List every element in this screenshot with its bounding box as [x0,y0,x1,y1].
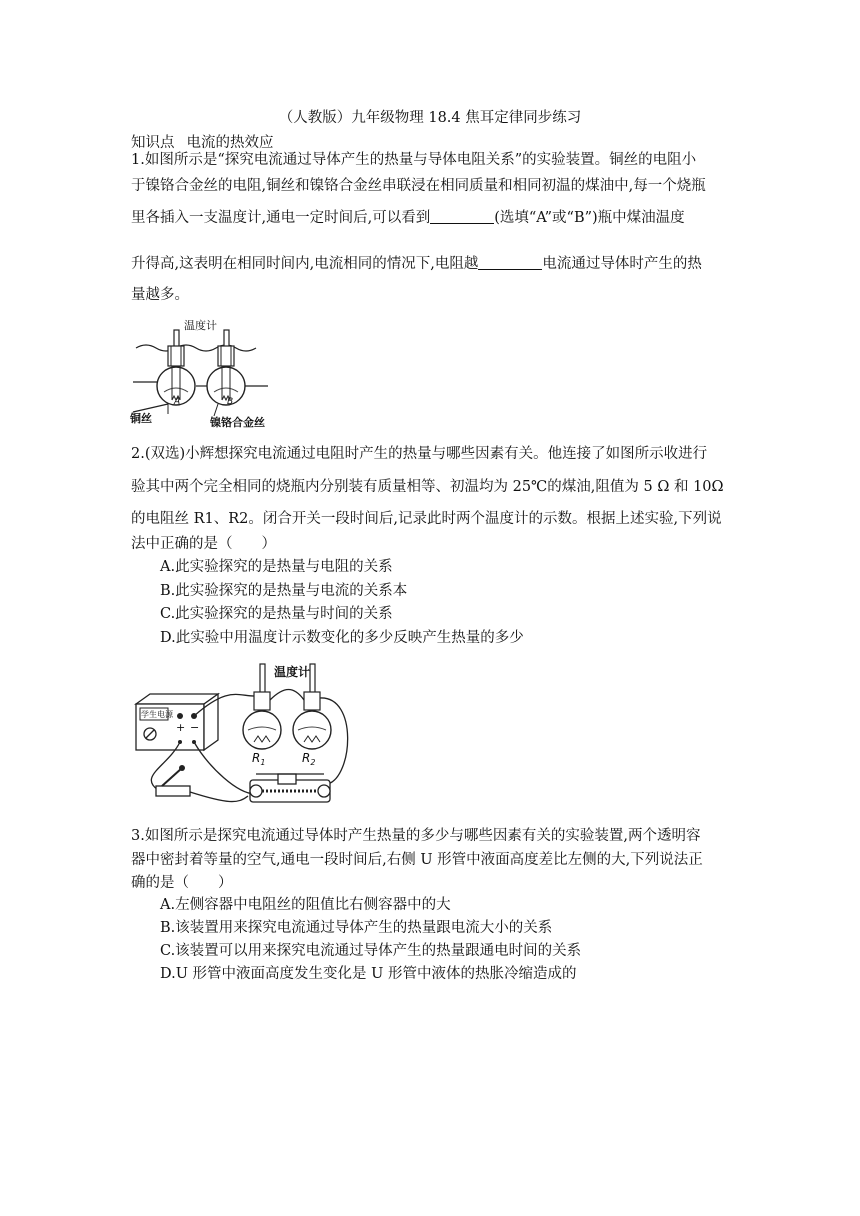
q2-thermometer-label: 温度计 [274,665,311,679]
copper-wire-label: 铜丝 [130,412,152,425]
q1-blank-1[interactable] [430,209,494,224]
r2-label: $R_2$ [302,751,316,767]
q1-line-5: 量越多。 [131,287,189,303]
power-supply [136,694,218,750]
q1-line-4 [131,253,731,275]
q2-line-1: 2.(双选)小辉想探究电流通过电阻时产生的热量与哪些因素有关。他连接了如图所示收进行 [131,446,708,462]
rheostat-icon [250,774,330,802]
q1-line-3-end: (选填“A”或“B”)瓶中煤油温度 [494,210,685,226]
minus-sign: − [190,721,200,734]
q1-blank-2[interactable] [478,255,542,270]
flask-a [157,330,195,407]
q2-option-a[interactable]: A.此实验探究的是热量与电阻的关系 [160,559,393,575]
flask-a-label: A [174,397,181,407]
q3-option-c[interactable]: C.该装置可以用来探究电流通过导体产生的热量跟通电时间的关系 [160,943,582,959]
q2-option-d[interactable]: D.此实验中用温度计示数变化的多少反映产生热量的多少 [160,630,524,646]
q1-line-2: 于镍铬合金丝的电阻,铜丝和镍铬合金丝串联浸在相同质量和相同初温的煤油中,每一个烧瓶 [131,178,706,194]
flask-r2 [293,664,331,767]
q1-line-4-end: 电流通过导体时产生的热 [542,256,702,272]
q3-option-d[interactable]: D.U 形管中液面高度发生变化是 U 形管中液体的热胀冷缩造成的 [160,966,577,982]
flask-b-label: B [227,397,234,407]
q1-line-4-start: 升得高,这表明在相同时间内,电流相同的情况下,电阻越 [131,256,479,272]
plus-sign: + [176,721,186,734]
terminal-plus-icon [177,713,183,719]
q3-option-a[interactable]: A.左侧容器中电阻丝的阻值比右侧容器中的大 [160,897,451,913]
r1-label: $R_1$ [252,751,266,767]
q2-option-b[interactable]: B.此实验探究的是热量与电流的关系本 [160,583,408,599]
switch-icon [156,765,190,796]
section-name: 电流的热效应 [186,135,274,151]
flask-r1 [243,664,281,767]
section-label: 知识点 [131,135,175,151]
q2-line-3: 的电阻丝 R1、R2。闭合开关一段时间后,记录此时两个温度计的示数。根据上述实验,下列说 [131,511,722,527]
q3-option-b[interactable]: B.该装置用来探究电流通过导体产生的热量跟电流大小的关系 [160,920,553,936]
q1-line-3 [131,207,731,229]
q2-option-c[interactable]: C.此实验探究的是热量与时间的关系 [160,606,393,622]
nichrome-wire-label: 镍铬合金丝 [210,416,265,429]
q3-line-2: 器中密封着等量的空气,通电一段时间后,右侧 U 形管中液面高度差比左侧的大,下列说法正 [131,852,703,868]
q1-line-1: 1.如图所示是“探究电流通过导体产生的热量与导体电阻关系”的实验装置。铜丝的电阻小 [131,152,697,168]
q2-line-2: 验其中两个完全相同的烧瓶内分别装有质量相等、初温均为 25℃的煤油,阻值为 5 Ω 和 10Ω [131,479,724,495]
q3-line-1: 3.如图所示是探究电流通过导体时产生热量的多少与哪些因素有关的实验装置,两个透明容 [131,828,701,844]
q3-line-3: 确的是（ ） [131,875,233,891]
q1-thermometer-label: 温度计 [184,319,217,332]
q2-figure [128,656,353,812]
q1-line-3-start: 里各插入一支温度计,通电一定时间后,可以看到 [131,210,431,226]
document-title: （人教版）九年级物理 18.4 焦耳定律同步练习 [278,110,582,126]
q2-line-4: 法中正确的是（ ） [131,536,276,552]
power-supply-label: 学生电源 [141,710,173,719]
q1-figure [128,312,273,432]
flask-b [207,330,245,407]
